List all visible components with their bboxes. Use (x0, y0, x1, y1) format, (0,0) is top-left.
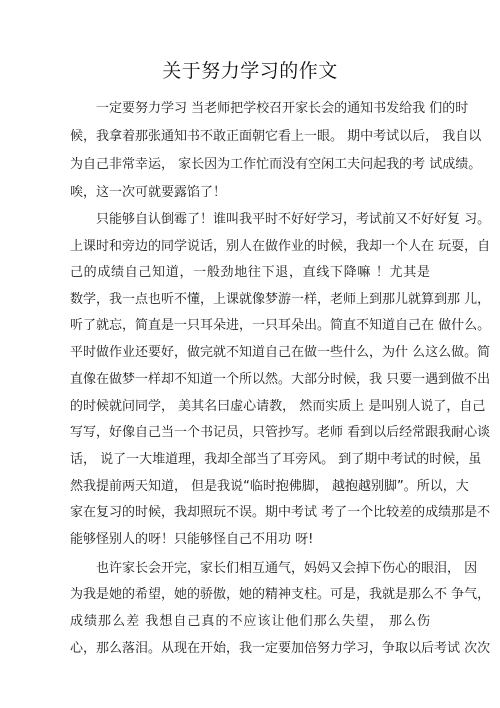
paragraph-line: 成绩那么差 我想自己真的不应该让他们那么失望， 那么伤 (70, 614, 430, 629)
paragraph-line: 只能够自认倒霉了！谁叫我平时不好好学习，考试前又不好好复 习。 (96, 212, 491, 227)
paragraph-line: 心，那么落泪。从现在开始，我一定要加倍努力学习，争取以后考试 次次 (70, 641, 491, 656)
paragraph-line: 听了就忘，简直是一只耳朵进，一只耳朵出。简直不知道自己在 做什么。 (70, 318, 491, 333)
paragraph-line: 唉，这一次可就要露馅了！ (70, 185, 227, 200)
paragraph-line: 写写，好像自己当一个书记员，只管抄写。老师 看到以后经常跟我耐心谈 (70, 425, 491, 440)
paragraph-line: 候，我拿着那张通知书不敢正面朝它看上一眼。 期中考试以后， 我自以 (70, 129, 482, 144)
paragraph-line: 数学，我一点也听不懂，上课就像梦游一样，老师上到那儿就算到那 儿， (70, 292, 491, 307)
paragraph-line: 上课时和旁边的同学说话，别人在做作业的时候，我却一个人在 玩耍，自 (70, 239, 491, 254)
paragraph-line: 家在复习的时候，我却照玩不误。期中考试 考了一个比较差的成绩那是不 (70, 505, 491, 520)
paragraph-line: 能够怪别人的呀！只能够怪自己不用功 呀! (70, 532, 314, 547)
paragraph-line: 一定要努力学习 当老师把学校召开家长会的通知书发给我 们的时 (96, 101, 469, 116)
paragraph-line: 直像在做梦一样却不知道一个所以然。大部分时候，我 只要一遇到做不出 (70, 372, 491, 387)
document-title: 关于努力学习的作文 (162, 60, 338, 82)
paragraph-line: 的时候就问同学， 美其名曰虚心请教， 然而实质上 是叫别人说了，自己 (70, 399, 486, 414)
paragraph-line: 话， 说了一大堆道理，我却全部当了耳旁风。 到了期中考试的时候，虽 (70, 452, 482, 467)
paragraph-line: 平时做作业还要好，做完就不知道自己在做一些什么，为什 么这么做。简 (70, 345, 491, 360)
paragraph-line: 为我是她的希望，她的骄傲，她的精神支柱。可是，我就是那么不 争气， (70, 587, 491, 602)
paragraph-line: 也许家长会开完，家长们相互通气，妈妈又会掉下伤心的眼泪， 因 (96, 561, 478, 576)
paragraph-line: 然我提前两天知道， 但是我说“临时抱佛脚， 越抱越别脚”。所以，大 (70, 479, 469, 494)
paragraph-line: 己的成绩自己知道，一般劲地往下退，直线下降嘛 ！尤其是 (70, 265, 430, 280)
paragraph-line: 为自己非常幸运， 家长因为工作忙而没有空闲工夫问起我的考 试成绩。 (70, 157, 482, 172)
